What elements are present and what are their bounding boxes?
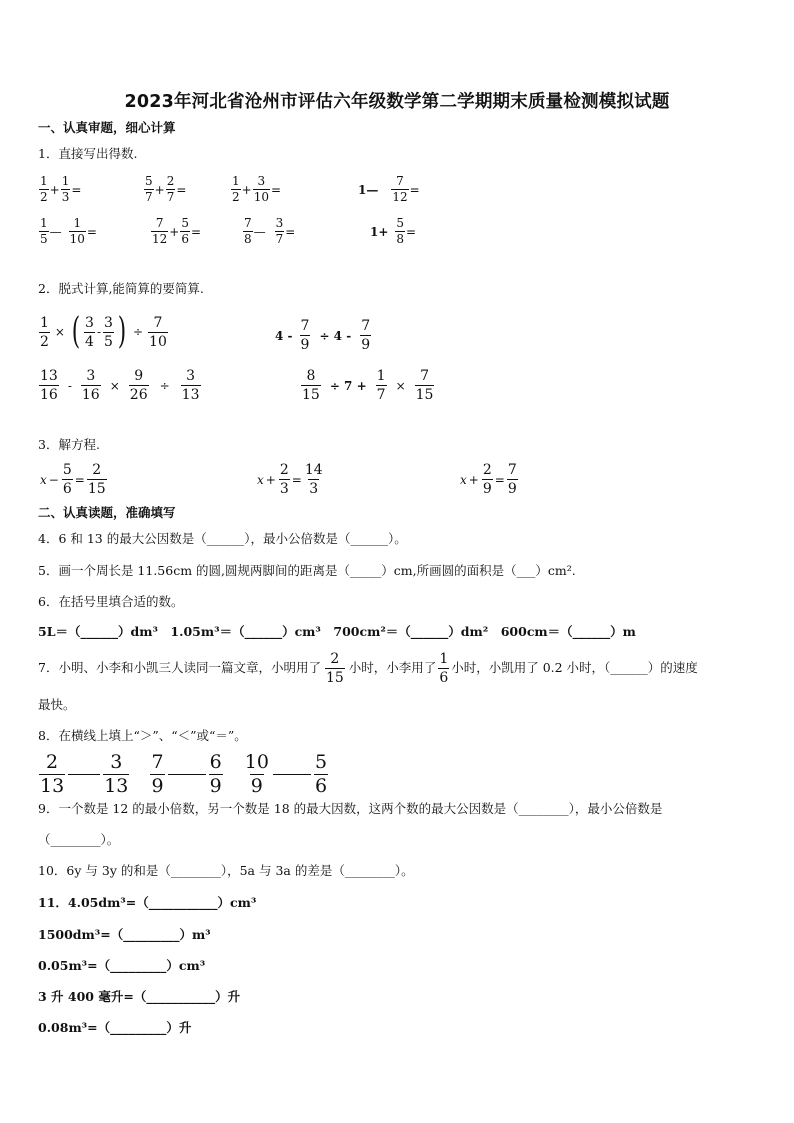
q7-text: 7．小明、小李和小凯三人读同一篇文章，小明用了 $\frac{2}{15}$ 小时，小李用了 $\frac{1}{6}$ 小时，小凯用了 0.2 小时，（______）的速度: [38, 651, 698, 686]
math-operator: =: [270, 182, 282, 197]
fraction-denominator: 9: [300, 337, 310, 353]
q1-item-7: [242, 217, 295, 246]
fraction: [81, 368, 101, 403]
fraction-denominator: 4: [85, 333, 94, 350]
fraction: [391, 175, 408, 204]
fraction-denominator: 2: [232, 190, 240, 204]
fraction-numerator: 3: [86, 368, 96, 384]
q3-equation-3: [460, 462, 519, 497]
q1-item-8: [370, 217, 416, 246]
fraction-denominator: 13: [181, 387, 200, 403]
math-operator: ÷ 7 +: [329, 378, 367, 393]
fraction-numerator: 1: [40, 314, 49, 331]
math-operator: =: [285, 224, 296, 239]
page-title: 2023年河北省沧州市评估六年级数学第二学期期末质量检测模拟试题: [124, 92, 670, 112]
fraction-numerator: 7: [153, 314, 163, 331]
q10-text: 10．6y 与 3y 的和是（________），5a 与 3a 的差是（________）。: [38, 863, 414, 878]
fraction-numerator: 7: [151, 751, 164, 773]
fraction-numerator: 1: [232, 174, 240, 188]
q8-pair-3: [243, 751, 329, 797]
fraction-numerator: 5: [62, 462, 72, 478]
fraction-denominator: 15: [325, 670, 344, 686]
fraction-denominator: 7: [166, 190, 175, 204]
answer-blank-line[interactable]: [168, 774, 206, 775]
q6-label: 6．在括号里填合适的数。: [38, 594, 184, 609]
parenthesis: (: [71, 311, 81, 352]
math-operator: —: [253, 224, 266, 239]
fraction-numerator: 2: [92, 462, 102, 478]
fraction: [300, 318, 311, 353]
fraction-denominator: 5: [104, 333, 113, 350]
fraction: [304, 462, 324, 497]
fraction: [151, 217, 168, 246]
fraction-denominator: 2: [40, 190, 48, 204]
fraction: [360, 318, 371, 353]
q1-item-3: [230, 175, 281, 204]
q11-line-3: 0.05m³=（_________）cm³: [38, 958, 206, 973]
answer-blank-line[interactable]: [68, 774, 100, 775]
fraction-numerator: 3: [110, 751, 123, 773]
q2-expr-2: [275, 318, 372, 353]
q2-expr-1: [38, 311, 169, 352]
fraction: [62, 462, 73, 497]
fraction-denominator: 3: [61, 190, 70, 204]
math-operator: ÷: [159, 378, 170, 393]
math-operator: −: [48, 472, 59, 487]
fraction: [482, 462, 493, 497]
fraction: [39, 368, 59, 403]
q1-item-1: [38, 175, 81, 204]
fraction-numerator: 8: [306, 368, 316, 384]
fraction-denominator: 3: [309, 481, 319, 497]
fraction-numerator: 7: [244, 216, 252, 230]
math-operator: =: [409, 182, 420, 197]
fraction: [166, 175, 176, 204]
fraction-numerator: 1: [73, 216, 82, 230]
fraction-denominator: 9: [361, 337, 371, 353]
fraction-denominator: 13: [40, 775, 65, 797]
fraction-denominator: 9: [209, 775, 222, 797]
fraction-numerator: 7: [155, 216, 164, 230]
fraction-denominator: 7: [275, 232, 284, 246]
fraction-denominator: 12: [392, 190, 408, 204]
fraction-denominator: 6: [314, 775, 328, 797]
math-operator: =: [190, 224, 202, 239]
math-operator: =: [176, 182, 187, 197]
q11-line-5: 0.08m³=（_________）升: [38, 1020, 192, 1035]
q1-item-5: [38, 217, 97, 246]
fraction-numerator: 3: [275, 216, 284, 230]
fraction: [376, 368, 387, 403]
math-operator: =: [406, 224, 417, 239]
fraction-denominator: 8: [244, 232, 252, 246]
fraction: [181, 368, 201, 403]
q1-item-6: [150, 217, 201, 246]
fraction-denominator: 6: [439, 670, 449, 686]
fraction: [314, 752, 328, 797]
math-operator: -: [96, 325, 102, 339]
fraction: [39, 175, 49, 204]
q11-line-2: 1500dm³=（_________）m³: [38, 927, 211, 942]
q7-text-cont: 最快。: [38, 697, 76, 712]
fraction-denominator: 9: [507, 481, 517, 497]
fraction: [180, 217, 190, 246]
fraction-numerator: 2: [482, 462, 492, 478]
math-operator: 1—: [358, 182, 379, 197]
parenthesis: ): [117, 311, 127, 352]
fraction: [395, 217, 405, 246]
fraction-denominator: 9: [151, 775, 164, 797]
fraction: [103, 315, 114, 350]
fraction-denominator: 10: [149, 333, 167, 350]
fraction-numerator: 2: [330, 651, 340, 667]
fraction-denominator: 12: [152, 232, 168, 246]
fraction-denominator: 16: [81, 387, 100, 403]
fraction: [39, 752, 65, 797]
fraction: [209, 752, 223, 797]
math-operator: =: [86, 224, 97, 239]
q1-item-2: [143, 175, 186, 204]
fraction-denominator: 26: [129, 387, 148, 403]
fraction-numerator: 5: [181, 216, 189, 230]
q8-label: 8．在横线上填上“＞”、“＜”或“＝”。: [38, 728, 247, 743]
math-operator: 4 -: [275, 328, 293, 343]
fraction-denominator: 7: [145, 190, 153, 204]
fraction-numerator: 14: [304, 462, 323, 478]
fraction-numerator: 7: [300, 318, 310, 334]
q9-text-cont: （________）。: [38, 832, 120, 847]
math-operator: ÷ 4 -: [319, 328, 352, 343]
q2-expr-3: [38, 368, 202, 403]
fraction: [415, 368, 435, 403]
fraction-numerator: 5: [314, 751, 328, 773]
q5-text: 5．画一个周长是 11.56cm 的圆,圆规两脚间的距离是（_____）cm,所画圆的面积是（___）cm².: [38, 563, 576, 578]
q11-line-4: 3 升 400 毫升=（___________）升: [38, 989, 241, 1004]
math-operator: x: [40, 472, 47, 487]
math-operator: —: [49, 224, 62, 239]
math-operator: +: [154, 182, 165, 197]
fraction-numerator: 7: [420, 368, 430, 384]
math-operator: =: [494, 472, 505, 487]
math-operator: =: [74, 472, 85, 487]
fraction-numerator: 3: [257, 174, 266, 188]
fraction: [61, 175, 71, 204]
fraction-numerator: 1: [40, 174, 48, 188]
fraction-denominator: 10: [253, 190, 269, 204]
fraction: [325, 651, 345, 686]
math-operator: ×: [395, 378, 406, 393]
fraction-numerator: 1: [40, 216, 48, 230]
fraction: [231, 175, 241, 204]
fraction-denominator: 9: [250, 775, 263, 797]
math-operator: =: [291, 472, 302, 487]
fraction: [438, 651, 449, 686]
answer-blank-line[interactable]: [273, 774, 311, 775]
math-operator: =: [71, 182, 82, 197]
fraction-numerator: 7: [361, 318, 371, 334]
fraction: [243, 217, 253, 246]
fraction-numerator: 1: [376, 368, 386, 384]
math-operator: ×: [109, 378, 120, 393]
q8-pair-2: [149, 751, 228, 797]
fraction-numerator: 13: [40, 368, 58, 384]
fraction-numerator: 9: [134, 368, 144, 384]
q3-label: 3．解方程.: [38, 437, 100, 452]
math-operator: +: [49, 182, 60, 197]
fraction-numerator: 2: [166, 174, 175, 188]
fraction-numerator: 2: [46, 751, 59, 773]
fraction: [507, 462, 518, 497]
q3-equation-2: [257, 462, 325, 497]
q1-item-4: [358, 175, 420, 204]
fraction: [301, 368, 321, 403]
q6-line: 5L＝（______）dm³ 1.05m³＝（______）cm³ 700cm²＝（______）dm² 600cm＝（______）m: [38, 624, 636, 639]
fraction-denominator: 15: [87, 481, 106, 497]
q8-compare-row: [38, 752, 329, 797]
fraction-denominator: 9: [482, 481, 492, 497]
section-1-heading: 一、认真审题，细心计算: [38, 120, 176, 135]
fraction: [144, 175, 154, 204]
fraction-denominator: 6: [62, 481, 72, 497]
fraction: [275, 217, 285, 246]
fraction: [39, 217, 49, 246]
fraction: [150, 752, 164, 797]
math-operator: x: [257, 472, 264, 487]
fraction-denominator: 8: [396, 232, 405, 246]
fraction-denominator: 7: [376, 387, 386, 403]
fraction-denominator: 6: [181, 232, 189, 246]
fraction: [279, 462, 290, 497]
math-operator: +: [169, 224, 180, 239]
fraction-denominator: 3: [279, 481, 289, 497]
fraction: [84, 315, 95, 350]
q9-text: 9．一个数是 12 的最小倍数，另一个数是 18 的最大因数，这两个数的最大公因数是（________），最小公倍数是: [38, 801, 663, 816]
fraction-numerator: 3: [85, 314, 94, 331]
fraction-numerator: 3: [186, 368, 196, 384]
fraction: [87, 462, 107, 497]
fraction-numerator: 7: [507, 462, 517, 478]
fraction-numerator: 5: [396, 216, 405, 230]
math-operator: ×: [54, 325, 65, 339]
fraction-denominator: 10: [69, 232, 85, 246]
fraction-denominator: 16: [40, 387, 58, 403]
fraction: [39, 315, 50, 350]
fraction: [129, 368, 149, 403]
q11-line-1: 11．4.05dm³=（___________）cm³: [38, 895, 257, 910]
fraction: [244, 752, 270, 797]
fraction-denominator: 13: [104, 775, 129, 797]
fraction-numerator: 10: [244, 751, 269, 773]
fraction-numerator: 1: [61, 174, 70, 188]
fraction-denominator: 15: [415, 387, 434, 403]
math-operator: +: [241, 182, 252, 197]
fraction-numerator: 5: [145, 174, 153, 188]
section-2-heading: 二、认真读题，准确填写: [38, 505, 176, 520]
fraction: [103, 752, 129, 797]
fraction-numerator: 7: [396, 174, 404, 188]
fraction-numerator: 6: [209, 751, 222, 773]
math-operator: ÷: [132, 325, 144, 339]
fraction-numerator: 3: [104, 314, 113, 331]
q2-expr-4: [300, 368, 435, 403]
fraction: [148, 315, 168, 350]
fraction-denominator: 15: [302, 387, 320, 403]
fraction: [69, 217, 86, 246]
fraction: [253, 175, 270, 204]
q8-pair-1: [38, 751, 135, 797]
fraction-numerator: 2: [279, 462, 289, 478]
q3-equation-1: [40, 462, 108, 497]
q1-label: 1．直接写出得数.: [38, 146, 138, 161]
fraction-denominator: 5: [40, 232, 48, 246]
math-operator: +: [265, 472, 276, 487]
math-operator: +: [468, 472, 479, 487]
q4-text: 4．6 和 13 的最大公因数是（______），最小公倍数是（______）。: [38, 531, 407, 546]
math-operator: 1+: [370, 224, 389, 239]
q2-label: 2．脱式计算,能简算的要简算.: [38, 281, 204, 296]
math-operator: x: [460, 472, 467, 487]
math-operator: -: [67, 378, 72, 393]
fraction-numerator: 1: [439, 651, 449, 667]
fraction-denominator: 2: [40, 333, 49, 350]
